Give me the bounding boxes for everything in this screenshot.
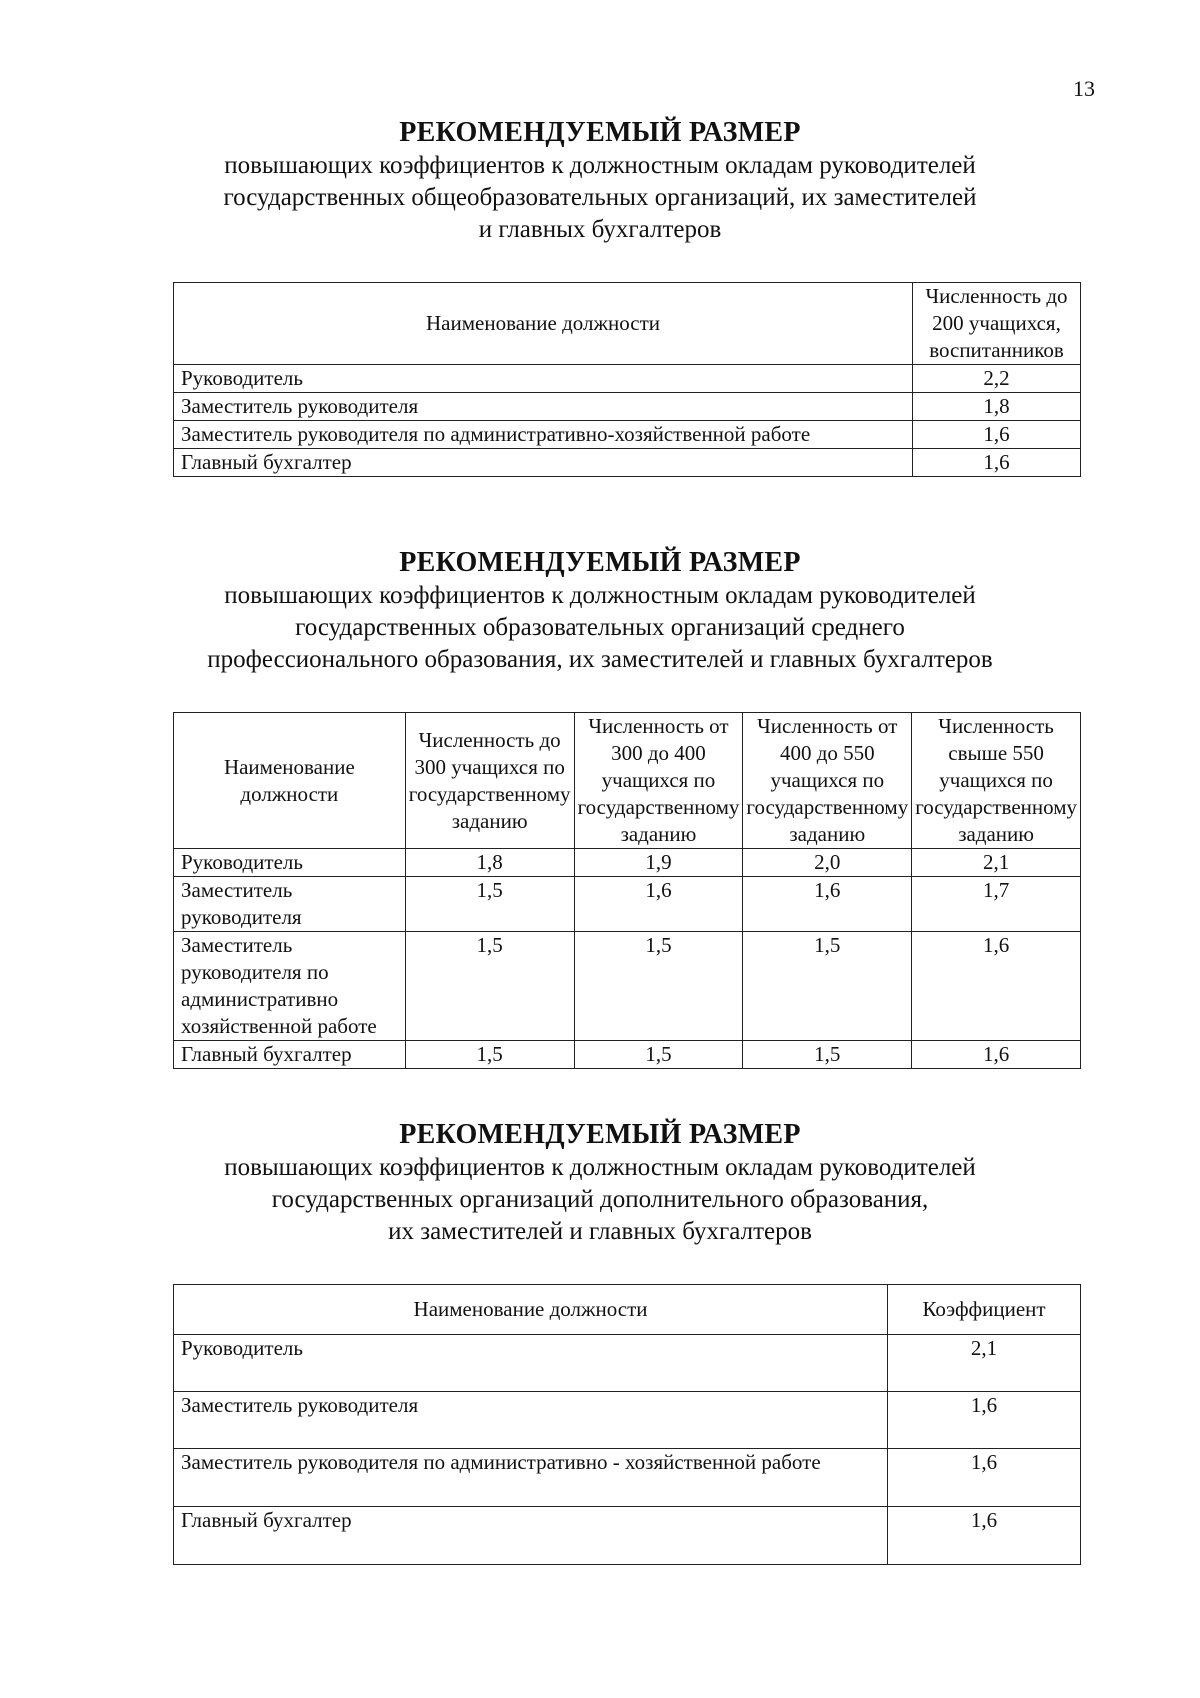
value-cell: 1,6 [913, 421, 1081, 449]
header-position: Наименование должности [174, 283, 913, 365]
header-300-to-400: Численность от 300 до 400 учащихся по государственному заданию [574, 713, 743, 849]
header-coefficient: Численность до 200 учащихся, воспитанников [913, 283, 1081, 365]
value-cell: 1,6 [913, 449, 1081, 477]
table-row [174, 932, 1081, 1041]
position-cell: Главный бухгалтер [174, 449, 913, 477]
value-cell: 1,6 [888, 1507, 1081, 1565]
header-position: Наименование должности [174, 1285, 888, 1335]
value-cell: 1,5 [574, 932, 743, 1041]
table-row [174, 1041, 1081, 1069]
value-cell: 1,5 [743, 1041, 912, 1069]
value-cell: 1,5 [574, 1041, 743, 1069]
value-cell: 1,5 [405, 1041, 574, 1069]
value-cell: 1,8 [405, 849, 574, 877]
header-position: Наименование должности [174, 713, 406, 849]
position-cell: Заместитель руководителя [174, 1392, 888, 1449]
section3-subtitle-line: государственных организаций дополнительного образования, [271, 1186, 929, 1213]
value-cell: 1,6 [574, 877, 743, 932]
value-cell: 2,2 [913, 365, 1081, 393]
position-cell: Руководитель [174, 1335, 888, 1392]
section1-subtitle-line: государственных общеобразовательных организаций, их заместителей [223, 184, 977, 211]
position-cell: Заместитель руководителя по административно - хозяйственной работе [174, 1449, 888, 1507]
section2-subtitle-line: государственных образовательных организаций среднего [295, 614, 905, 641]
section1-title: РЕКОМЕНДУЕМЫЙ РАЗМЕР [399, 117, 801, 148]
position-cell: Заместитель руководителя по административно-хозяйственной работе [174, 421, 913, 449]
table-row [174, 449, 1081, 477]
section1-heading [0, 116, 1200, 246]
value-cell: 2,0 [743, 849, 912, 877]
value-cell: 1,5 [743, 932, 912, 1041]
table-row [174, 1449, 1081, 1507]
section3-heading [0, 1118, 1200, 1248]
table-row [174, 393, 1081, 421]
value-cell: 2,1 [912, 849, 1081, 877]
table-row [174, 849, 1081, 877]
table-row [174, 1392, 1081, 1449]
value-cell: 1,6 [888, 1392, 1081, 1449]
position-cell: Руководитель [174, 849, 406, 877]
section2-subtitle-line: повышающих коэффициентов к должностным окладам руководителей [224, 582, 976, 609]
section3-subtitle-line: повышающих коэффициентов к должностным окладам руководителей [224, 1154, 976, 1181]
header-400-to-550: Численность от 400 до 550 учащихся по государственному заданию [743, 713, 912, 849]
value-cell: 1,8 [913, 393, 1081, 421]
table-row [174, 421, 1081, 449]
table-row [174, 365, 1081, 393]
section1-subtitle-line: повышающих коэффициентов к должностным окладам руководителей [224, 152, 976, 179]
table-row [174, 1335, 1081, 1392]
value-cell: 1,5 [405, 877, 574, 932]
position-cell: Заместитель руководителя по административно хозяйственной работе [174, 932, 406, 1041]
value-cell: 1,6 [912, 1041, 1081, 1069]
value-cell: 1,7 [912, 877, 1081, 932]
section2-heading [0, 546, 1200, 676]
value-cell: 1,9 [574, 849, 743, 877]
header-coefficient: Коэффициент [888, 1285, 1081, 1335]
value-cell: 1,6 [912, 932, 1081, 1041]
table-row [174, 1507, 1081, 1565]
table-general-education [173, 282, 1081, 477]
table-additional-education [173, 1284, 1081, 1565]
section3-subtitle-line: их заместителей и главных бухгалтеров [388, 1218, 812, 1245]
section2-subtitle-line: профессионального образования, их заместителей и главных бухгалтеров [207, 646, 993, 673]
table-header-row [174, 1285, 1081, 1335]
value-cell: 2,1 [888, 1335, 1081, 1392]
section3-title: РЕКОМЕНДУЕМЫЙ РАЗМЕР [399, 1119, 801, 1150]
value-cell: 1,6 [888, 1449, 1081, 1507]
position-cell: Заместитель руководителя [174, 877, 406, 932]
table-row [174, 877, 1081, 932]
header-over-550: Численность свыше 550 учащихся по государственному заданию [912, 713, 1081, 849]
section1-subtitle-line: и главных бухгалтеров [478, 216, 722, 243]
position-cell: Главный бухгалтер [174, 1041, 406, 1069]
table-header-row [174, 713, 1081, 849]
page-number: 13 [1073, 76, 1095, 101]
value-cell: 1,6 [743, 877, 912, 932]
header-up-to-300: Численность до 300 учащихся по государственному заданию [405, 713, 574, 849]
table-header-row [174, 283, 1081, 365]
position-cell: Руководитель [174, 365, 913, 393]
position-cell: Заместитель руководителя [174, 393, 913, 421]
position-cell: Главный бухгалтер [174, 1507, 888, 1565]
section2-title: РЕКОМЕНДУЕМЫЙ РАЗМЕР [399, 547, 801, 578]
value-cell: 1,5 [405, 932, 574, 1041]
table-vocational-education [173, 712, 1081, 1069]
